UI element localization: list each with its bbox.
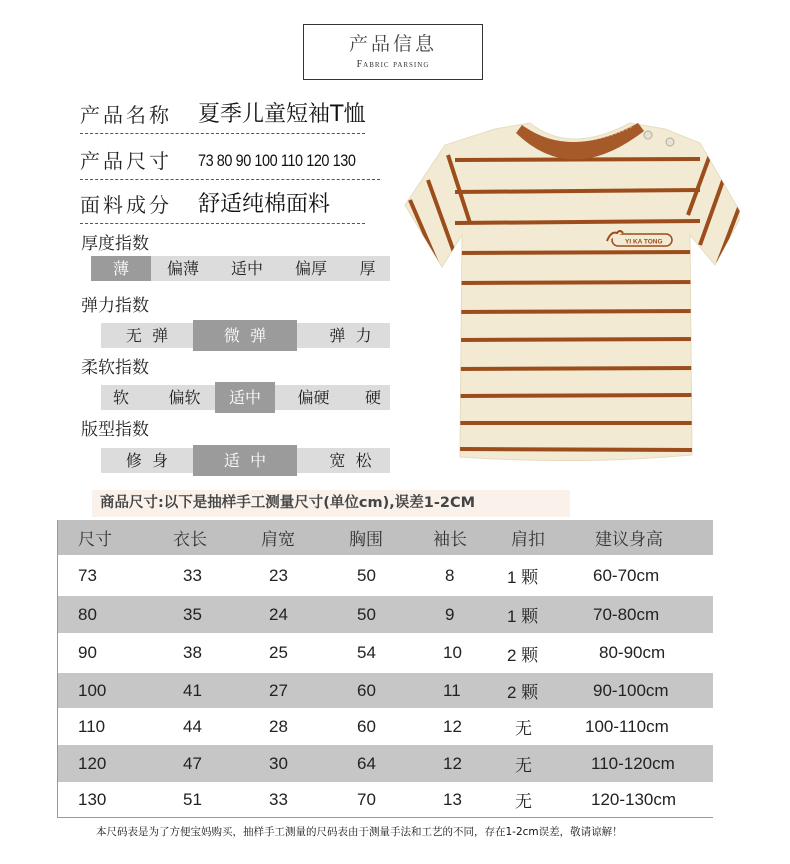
table-row <box>58 782 713 817</box>
cell-shoulder: 25 <box>269 643 288 662</box>
info-label: 产品名称 <box>80 103 172 127</box>
cell-buttons: 无 <box>515 756 532 775</box>
cell-size: 130 <box>78 789 107 809</box>
cell-buttons: 1 颗 <box>507 607 539 626</box>
product-logo-text: YI KA TONG <box>625 238 663 246</box>
cell-length: 47 <box>183 753 202 773</box>
softness-option: 软 <box>112 388 129 407</box>
table-row <box>58 745 713 782</box>
info-value: 73 80 90 100 110 120 130 <box>198 151 356 170</box>
softness-option: 偏软 <box>168 388 201 407</box>
thickness-option: 偏厚 <box>294 259 327 278</box>
cell-sleeve: 12 <box>443 716 462 736</box>
cell-height: 110-120cm <box>591 753 675 773</box>
fit-index-title: 版型指数 <box>81 420 149 440</box>
column-header: 建议身高 <box>595 530 663 549</box>
elasticity-option: 无 弹 <box>125 326 169 345</box>
cell-buttons: 无 <box>515 792 532 811</box>
softness-index-title: 柔软指数 <box>81 358 149 378</box>
section-title-en: Fabric parsing <box>356 59 430 70</box>
cell-height: 120-130cm <box>591 789 677 809</box>
thickness-option: 适中 <box>230 259 263 278</box>
cell-size: 100 <box>78 680 107 700</box>
cell-size: 110 <box>78 716 106 736</box>
column-header: 胸围 <box>349 530 383 549</box>
info-value: 舒适纯棉面料 <box>198 192 331 217</box>
cell-shoulder: 28 <box>269 716 288 736</box>
cell-height: 80-90cm <box>599 643 666 662</box>
fit-option-selected: 适 中 <box>193 445 297 476</box>
column-header: 肩宽 <box>261 530 295 549</box>
cell-chest: 50 <box>357 565 376 585</box>
column-header: 袖长 <box>433 530 467 549</box>
elasticity-index-bar <box>101 323 390 348</box>
cell-chest: 54 <box>357 643 376 662</box>
cell-buttons: 2 颗 <box>507 683 539 702</box>
cell-chest: 60 <box>357 716 376 736</box>
cell-sleeve: 12 <box>443 753 462 773</box>
cell-sleeve: 10 <box>443 643 462 662</box>
fit-option: 修 身 <box>125 451 169 470</box>
elasticity-option: 弹 力 <box>329 326 372 345</box>
size-table <box>57 520 713 818</box>
cell-length: 44 <box>183 716 202 736</box>
section-title-box <box>303 24 483 80</box>
thickness-option: 偏薄 <box>166 259 199 278</box>
cell-shoulder: 24 <box>269 604 288 624</box>
table-row <box>58 673 713 708</box>
column-header: 肩扣 <box>511 530 545 549</box>
column-header: 衣长 <box>173 530 207 549</box>
cell-sleeve: 9 <box>445 604 455 624</box>
column-header: 尺寸 <box>78 530 112 549</box>
softness-index-bar <box>101 385 390 410</box>
cell-shoulder: 27 <box>269 680 288 700</box>
section-title-cn: 产品信息 <box>348 33 437 55</box>
cell-sleeve: 11 <box>443 680 461 700</box>
info-row-product-size <box>80 146 380 180</box>
table-row <box>58 555 713 596</box>
cell-height: 90-100cm <box>593 680 669 700</box>
elasticity-option-selected: 微 弹 <box>193 320 297 351</box>
thickness-option-selected: 薄 <box>91 256 151 281</box>
cell-sleeve: 8 <box>445 565 455 585</box>
cell-length: 51 <box>183 789 202 809</box>
cell-shoulder: 30 <box>269 753 288 773</box>
info-label: 产品尺寸 <box>80 149 172 173</box>
cell-sleeve: 13 <box>443 789 462 809</box>
cell-length: 33 <box>183 565 202 585</box>
cell-buttons: 1 颗 <box>507 568 539 587</box>
cell-buttons: 无 <box>515 719 532 738</box>
cell-height: 100-110cm <box>585 716 669 736</box>
softness-option: 硬 <box>364 388 381 407</box>
cell-buttons: 2 颗 <box>507 645 539 665</box>
cell-shoulder: 23 <box>269 565 288 585</box>
measurement-notice: 商品尺寸:以下是抽样手工测量尺寸(单位cm),误差1-2CM <box>92 490 570 517</box>
cell-chest: 70 <box>357 789 376 809</box>
fit-option: 宽 松 <box>329 451 372 470</box>
thickness-index-bar <box>91 256 390 281</box>
table-row <box>58 708 713 745</box>
cell-size: 73 <box>78 565 97 585</box>
info-value: 夏季儿童短袖T恤 <box>198 102 366 127</box>
cell-height: 70-80cm <box>593 604 660 624</box>
table-row <box>58 633 713 673</box>
softness-option-selected: 适中 <box>215 382 275 413</box>
info-row-product-name <box>80 100 365 134</box>
table-row <box>58 596 713 633</box>
cell-chest: 50 <box>357 604 376 624</box>
cell-size: 90 <box>78 643 97 662</box>
cell-length: 35 <box>183 604 202 624</box>
info-row-fabric <box>80 190 365 224</box>
cell-height: 60-70cm <box>593 565 660 585</box>
elasticity-index-title: 弹力指数 <box>81 296 149 316</box>
info-label: 面料成分 <box>80 193 172 217</box>
cell-length: 41 <box>183 680 202 700</box>
thickness-option: 厚 <box>359 259 376 278</box>
softness-option: 偏硬 <box>297 388 330 407</box>
product-image-tshirt <box>400 115 740 465</box>
fit-index-bar <box>101 448 390 473</box>
cell-length: 38 <box>183 643 202 662</box>
table-header-row <box>58 520 713 555</box>
cell-chest: 64 <box>357 753 376 773</box>
cell-size: 120 <box>78 753 107 773</box>
size-table-footnote: 本尺码表是为了方便宝妈购买，抽样手工测量的尺码表由于测量手法和工艺的不同，存在1-2cm误差，敬请谅解！ <box>96 826 623 838</box>
cell-size: 80 <box>78 604 97 624</box>
cell-chest: 60 <box>357 680 376 700</box>
cell-shoulder: 33 <box>269 789 288 809</box>
thickness-index-title: 厚度指数 <box>81 234 149 254</box>
